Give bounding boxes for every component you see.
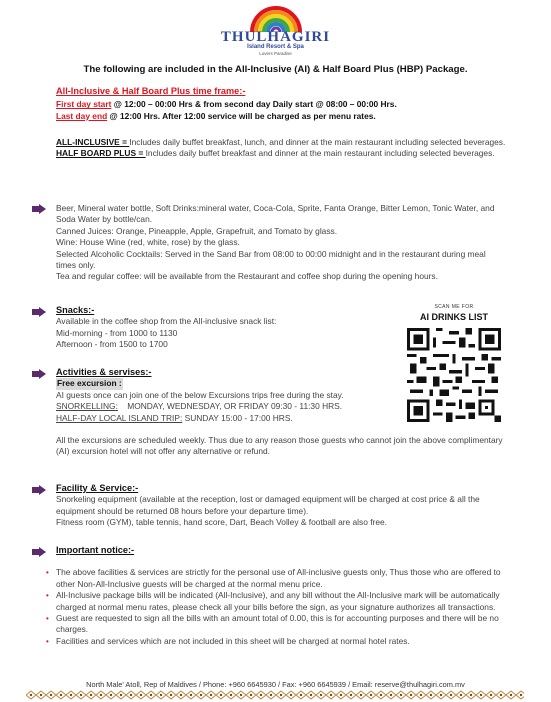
list-item [46, 635, 508, 647]
all-inclusive-label: ALL-INCLUSIVE = [56, 137, 130, 147]
bullet-dot-icon: • [46, 568, 49, 578]
notice-text: All-Inclusive package bills will be indicated (All-Inclusive), and any bill without the All-Inclusive mark will be automatically charged at normal menu rates, please check all your bills before the sign, as your signature authorizes all transactions. [56, 590, 500, 612]
bullet-dot-icon: • [46, 614, 49, 624]
beverage-line: Beer, Mineral water bottle, Soft Drinks:mineral water, Coca-Cola, Sprite, Fanta Orange, Bitter Lemon, Tonic Water, and Soda Water by bottle/can. [56, 203, 495, 225]
half-board-desc [56, 148, 508, 159]
first-day-line [56, 99, 508, 110]
notice-text: Facilities and services which are not included in this sheet will be charged at normal hotel rates. [56, 635, 410, 646]
beverage-line: Canned Juices: Orange, Pineapple, Apple, Grapefruit, and Tomato by glass. [56, 225, 338, 236]
brand-tagline: Lovers Paradise [259, 51, 292, 56]
list-item [46, 590, 508, 613]
beverage-line: Wine: House Wine (red, white, rose) by the glass. [56, 237, 240, 248]
first-day-text: @ 12:00 – 00:00 Hrs & from second day Daily start @ 08:00 – 00:00 Hrs. [111, 99, 397, 110]
facility-line: Snorkeling equipment (available at the reception, lost or damaged equipment will be charged at cost price & all the equipment should be returned 08 hours before your departure time). [56, 494, 480, 516]
arrow-bullet-icon [32, 204, 46, 214]
timeframe-title: All-Inclusive & Half Board Plus time frame:- [56, 86, 246, 96]
last-day-line [56, 111, 508, 122]
arrow-bullet-icon [32, 485, 46, 495]
beverage-line: Selected Alcoholic Cocktails: Served in the Sand Bar from 08:00 to 00:00 midnight and in the restaurant during meal times only. [56, 248, 486, 271]
half-board-text: Includes daily buffet breakfast and dinner at the main restaurant including selected beverages. [145, 148, 495, 159]
last-day-text: @ 12:00 Hrs. After 12:00 service will be charged as per menu rates. [107, 110, 376, 121]
arrow-bullet-icon [32, 369, 46, 379]
list-item [46, 613, 508, 636]
snacks-section [56, 305, 386, 351]
notice-text: The above facilities & services are strictly for the personal use of All-inclusive guests only, Thus those who are offered to other Non-All-Inclusive guests will be charged at the normal menu price. [56, 567, 501, 589]
resort-logo [0, 2, 551, 57]
arrow-bullet-icon [32, 547, 46, 557]
snorkelling-label: SNORKELLING: [56, 401, 118, 412]
bullet-dot-icon: • [46, 636, 49, 646]
activities-section [56, 367, 508, 458]
beverage-line: Tea and regular coffee: will be available from the Restaurant and coffee shop during the opening hours. [56, 271, 438, 282]
intro-line: The following are included in the All-Inclusive (AI) & Half Board Plus (HBP) Package. [83, 64, 468, 75]
arrow-bullet-icon [32, 307, 46, 317]
bullet-dot-icon: • [46, 591, 49, 601]
island-trip-text: SUNDAY 15:00 - 17:00 HRS. [182, 412, 293, 423]
decorative-border-icon [26, 690, 524, 700]
snack-line: Available in the coffee shop from the All-inclusive snack list: [56, 316, 277, 327]
notice-text: Guest are requested to sign all the bills with an amount total of 0.00, this is for accounting purposes and there will be no charges. [56, 613, 499, 635]
snorkelling-text: MONDAY, WEDNESDAY, OR FRIDAY 09:30 - 11:30 HRS. [117, 401, 343, 412]
snack-line: Mid-morning - from 1000 to 1130 [56, 327, 178, 338]
island-trip-line [56, 413, 508, 424]
snorkelling-line [56, 401, 508, 412]
island-trip-label: HALF-DAY LOCAL ISLAND TRIP: [56, 412, 183, 423]
list-item [46, 567, 508, 590]
rainbow-logo-icon [248, 2, 304, 32]
packages-section [56, 137, 508, 160]
brand-subtitle: Island Resort & Spa [247, 44, 304, 50]
facility-title: Facility & Service:- [56, 483, 139, 493]
snacks-title: Snacks:- [56, 305, 95, 315]
facility-line: Fitness room (GYM), table tennis, hand score, Dart, Beach Volley & football are also free. [56, 517, 387, 528]
all-inclusive-desc [56, 137, 508, 148]
excursion-intro: AI guests once can join one of the below Excursions trips free during the stay. [56, 389, 344, 400]
all-inclusive-text: Includes daily buffet breakfast, lunch, and dinner at the main restaurant including selected beverages. [129, 137, 506, 147]
brand-name: THULHAGIRI [220, 29, 331, 45]
notice-section [46, 545, 508, 647]
half-board-label: HALF BOARD PLUS = [56, 148, 146, 159]
free-excursion-label: Free excursion : [57, 378, 122, 389]
notice-list [46, 567, 508, 647]
qr-title: AI DRINKS LIST [419, 312, 488, 322]
facility-section [56, 483, 508, 529]
last-day-label: Last day end [56, 110, 108, 121]
timeframe-section [56, 86, 508, 122]
footer-contact: North Male' Atoll, Rep of Maldives / Phone: +960 6645930 / Fax: +960 6645939 / Email: reserve@thulhagiri.com.mv [86, 680, 465, 689]
qr-caption: SCAN ME FOR [434, 304, 474, 310]
notice-title: Important notice:- [56, 545, 135, 555]
beverages-section [56, 203, 508, 283]
first-day-label: First day start [56, 99, 112, 110]
excursion-note: All the excursions are scheduled weekly. Thus due to any reason those guests who cannot join the above complimentary (AI) excursion hotel will not offer any alternative or refund. [56, 435, 503, 457]
snack-line: Afternoon - from 1500 to 1700 [56, 339, 168, 350]
activities-title: Activities & servises:- [56, 367, 152, 377]
